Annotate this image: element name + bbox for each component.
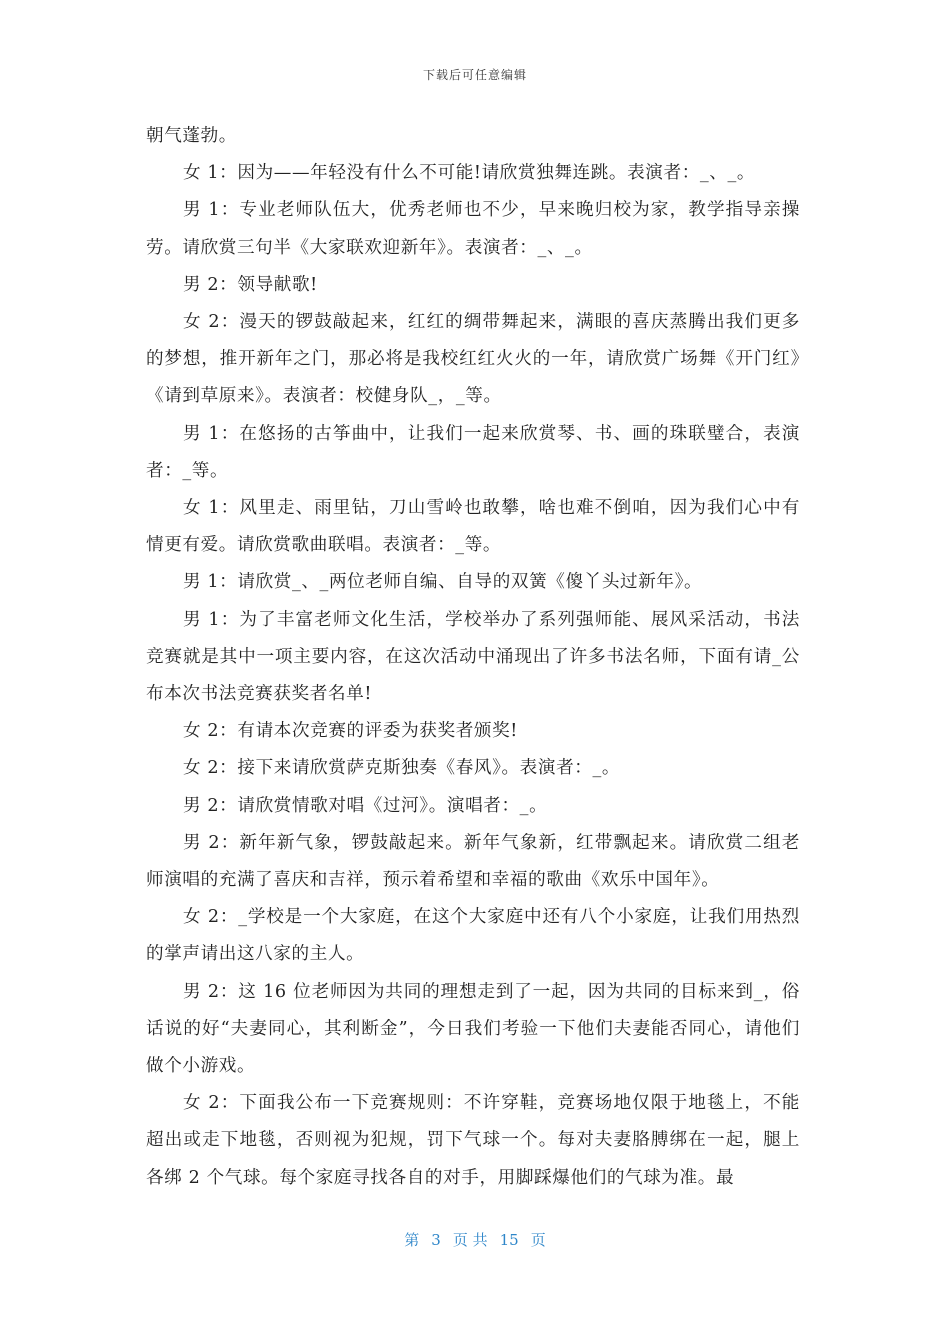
paragraph: 男 2：领导献歌! bbox=[183, 274, 318, 295]
paragraph: 女 1：因为——年轻没有什么不可能!请欣赏独舞连跳。表演者：_、_。 bbox=[183, 163, 756, 184]
paragraph: 男 2：这 16 位老师因为共同的理想走到了一起，因为共同的目标来到_，俗话说的好“夫妻同心，其利断金”，今日我们考验一下他们夫妻能否同心，请他们做个小游戏。 bbox=[146, 981, 800, 1077]
paragraph: 女 2：下面我公布一下竞赛规则：不许穿鞋，竞赛场地仅限于地毯上，不能超出或走下地毯，否则视为犯规，罚下气球一个。每对夫妻胳膊绑在一起，腿上各绑 2 个气球。每个家庭寻找各自的对手，用脚踩爆他们的气球为准。最 bbox=[146, 1093, 800, 1188]
footer-prefix: 第 bbox=[404, 1231, 420, 1249]
page-footer bbox=[0, 1229, 950, 1250]
paragraph: 男 2：新年新气象，锣鼓敲起来。新年气象新，红带飘起来。请欣赏二组老师演唱的充满了喜庆和吉祥，预示着希望和幸福的歌曲《欢乐中国年》。 bbox=[146, 832, 800, 891]
paragraph: 女 2：接下来请欣赏萨克斯独奏《春风》。表演者：_。 bbox=[183, 758, 621, 779]
document-body bbox=[146, 118, 800, 1197]
page-header: 下载后可任意编辑 bbox=[422, 68, 527, 82]
paragraph: 男 1：在悠扬的古筝曲中，让我们一起来欣赏琴、书、画的珠联璧合，表演者：_等。 bbox=[146, 423, 800, 481]
current-page-number: 3 bbox=[431, 1231, 441, 1249]
total-pages-number: 15 bbox=[499, 1231, 519, 1249]
footer-middle: 页 共 bbox=[452, 1231, 488, 1249]
paragraph: 朝气蓬勃。 bbox=[146, 126, 237, 146]
paragraph: 女 2：有请本次竞赛的评委为获奖者颁奖! bbox=[183, 721, 518, 742]
paragraph: 男 2：请欣赏情歌对唱《过河》。演唱者：_。 bbox=[183, 795, 548, 816]
paragraph: 男 1：专业老师队伍大，优秀老师也不少，早来晚归校为家，教学指导亲操劳。请欣赏三句半《大家联欢迎新年》。表演者：_、_。 bbox=[146, 200, 800, 258]
paragraph: 男 1：请欣赏_、_两位老师自编、自导的双簧《傻丫头过新年》。 bbox=[183, 572, 703, 593]
footer-suffix: 页 bbox=[530, 1231, 546, 1249]
paragraph: 女 2：_学校是一个大家庭，在这个大家庭中还有八个小家庭，让我们用热烈的掌声请出这八家的主人。 bbox=[146, 907, 800, 965]
paragraph: 女 1：风里走、雨里钻，刀山雪岭也敢攀，啥也难不倒咱，因为我们心中有情更有爱。请欣赏歌曲联唱。表演者：_等。 bbox=[146, 498, 800, 556]
paragraph: 女 2：漫天的锣鼓敲起来，红红的绸带舞起来，满眼的喜庆蒸腾出我们更多的梦想，推开新年之门，那必将是我校红红火火的一年，请欣赏广场舞《开门红》《请到草原来》。表演者：校健身队_，_等。 bbox=[146, 312, 800, 407]
paragraph: 男 1：为了丰富老师文化生活，学校举办了系列强师能、展风采活动，书法竞赛就是其中一项主要内容，在这次活动中涌现出了许多书法名师，下面有请_公布本次书法竞赛获奖者名单! bbox=[146, 609, 800, 705]
